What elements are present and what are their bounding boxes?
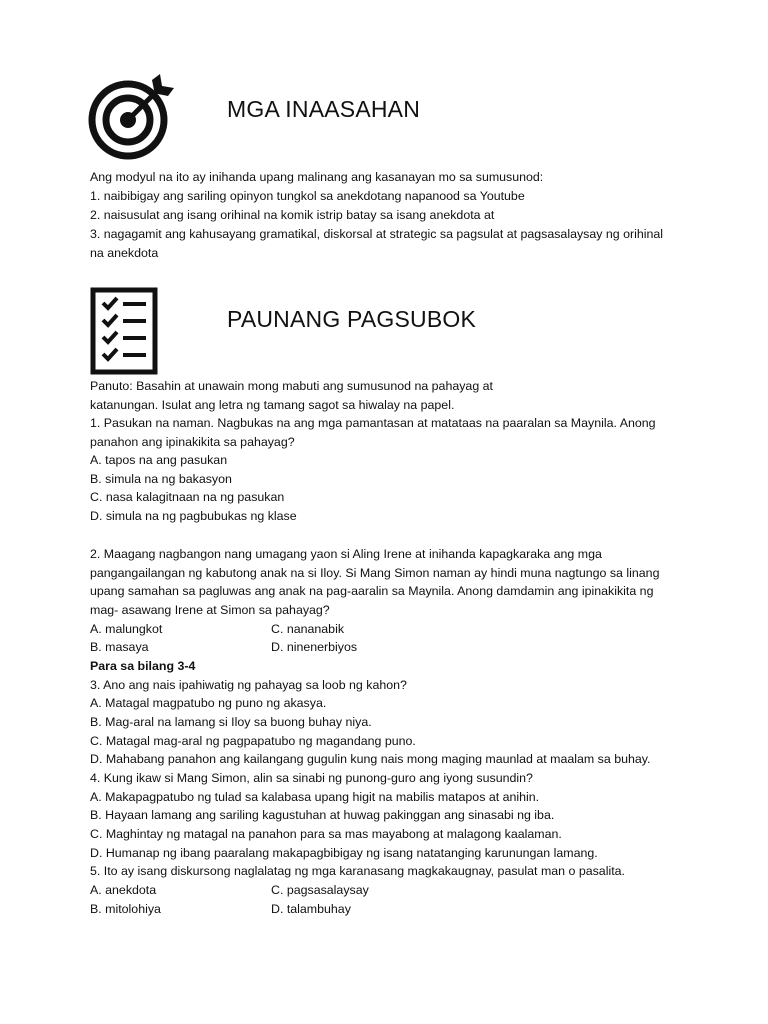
objective-2: 2. naisusulat ang isang orihinal na komik istrip batay sa isang anekdota at (90, 208, 495, 222)
q3-option-a: A. Matagal magpatubo ng puno ng akasya. (90, 696, 327, 710)
q2-option-c: C. nananabik (271, 622, 345, 636)
q2-option-b: B. masaya (90, 640, 149, 654)
intro-line: Ang modyul na ito ay inihanda upang malinang ang kasanayan mo sa sumusunod: (90, 170, 544, 184)
q5-option-a: A. anekdota (90, 883, 157, 897)
q3-option-c: C. Matagal mag-aral ng pagpapatubo ng magandang puno. (90, 734, 416, 748)
q4-option-c: C. Maghintay ng matagal na panahon para sa mas mayabong at malagong kaalaman. (90, 827, 562, 841)
q5-options-row-1 (90, 881, 369, 899)
q2-text-continued-2: upang samahan sa pagluwas ang anak na pag-aaralin sa Maynila. Anong damdamin ang ipinakikita ng (90, 584, 654, 598)
q2-option-d: D. ninenerbiyos (271, 640, 358, 654)
objective-3: 3. nagagamit ang kahusayang gramatikal, diskorsal at strategic sa pagsulat at pagsasalaysay ng orihinal (90, 227, 664, 241)
q4-option-d: D. Humanap ng ibang paaralang makapagbibigay ng isang natatanging karunungan lamang. (90, 846, 598, 860)
q4-option-a: A. Makapagpatubo ng tulad sa kalabasa upang higit na mabilis matapos at anihin. (90, 790, 540, 804)
objective-3-continued: na anekdota (90, 246, 159, 260)
q1-option-d: D. simula na ng pagbubukas ng klase (90, 509, 297, 523)
q3-option-d: D. Mahabang panahon ang kailangang gugulin kung nais mong maging maunlad at maalam sa buhay. (90, 752, 651, 766)
objective-1: 1. naibibigay ang sariling opinyon tungkol sa anekdotang napanood sa Youtube (90, 189, 525, 203)
section-title-paunang-pagsubok: PAUNANG PAGSUBOK (227, 306, 477, 332)
q2-option-a: A. malungkot (90, 622, 163, 636)
q2-text-continued-1: pangangailangan ng kabutong anak na si Iloy. Si Mang Simon naman ay hindi muna nagtungo sa linang (90, 566, 660, 580)
q5-options-row-2 (90, 900, 351, 918)
target-icon (88, 72, 176, 160)
q1-text: 1. Pasukan na naman. Nagbukas na ang mga pamantasan at matataas na paaralan sa Maynila. Anong (90, 416, 656, 430)
q4-option-b: B. Hayaan lamang ang sariling kagustuhan at huwag pakinggan ang sinasabi ng iba. (90, 808, 555, 822)
q3-text: 3. Ano ang nais ipahiwatig ng pahayag sa loob ng kahon? (90, 678, 407, 692)
q5-option-c: C. pagsasalaysay (271, 883, 369, 897)
q5-option-d: D. talambuhay (271, 902, 351, 916)
q2-options-row-1 (90, 620, 345, 638)
q4-text: 4. Kung ikaw si Mang Simon, alin sa sinabi ng punong-guro ang iyong susundin? (90, 771, 533, 785)
q2-text-continued-3: mag- asawang Irene at Simon sa pahayag? (90, 603, 330, 617)
q1-option-a: A. tapos na ang pasukan (90, 453, 228, 467)
checklist-icon (90, 287, 158, 375)
q5-text: 5. Ito ay isang diskursong naglalatag ng mga karanasang magkakaugnay, pasulat man o pasalita. (90, 864, 625, 878)
q3-option-b: B. Mag-aral na lamang si Iloy sa buong buhay niya. (90, 715, 372, 729)
group-label: Para sa bilang 3-4 (90, 659, 196, 673)
instruction-line-1: Panuto: Basahin at unawain mong mabuti ang sumusunod na pahayag at (90, 379, 493, 393)
q1-option-b: B. simula na ng bakasyon (90, 472, 232, 486)
q5-option-b: B. mitolohiya (90, 902, 161, 916)
q2-text: 2. Maagang nagbangon nang umagang yaon si Aling Irene at inihanda kapagkaraka ang mga (90, 547, 602, 561)
section-title-inaasahan: MGA INAASAHAN (227, 96, 421, 122)
q1-text-continued: panahon ang ipinakikita sa pahayag? (90, 435, 295, 449)
q1-option-c: C. nasa kalagitnaan na ng pasukan (90, 490, 285, 504)
instruction-line-2: katanungan. Isulat ang letra ng tamang sagot sa hiwalay na papel. (90, 398, 455, 412)
q2-options-row-2 (90, 638, 358, 656)
